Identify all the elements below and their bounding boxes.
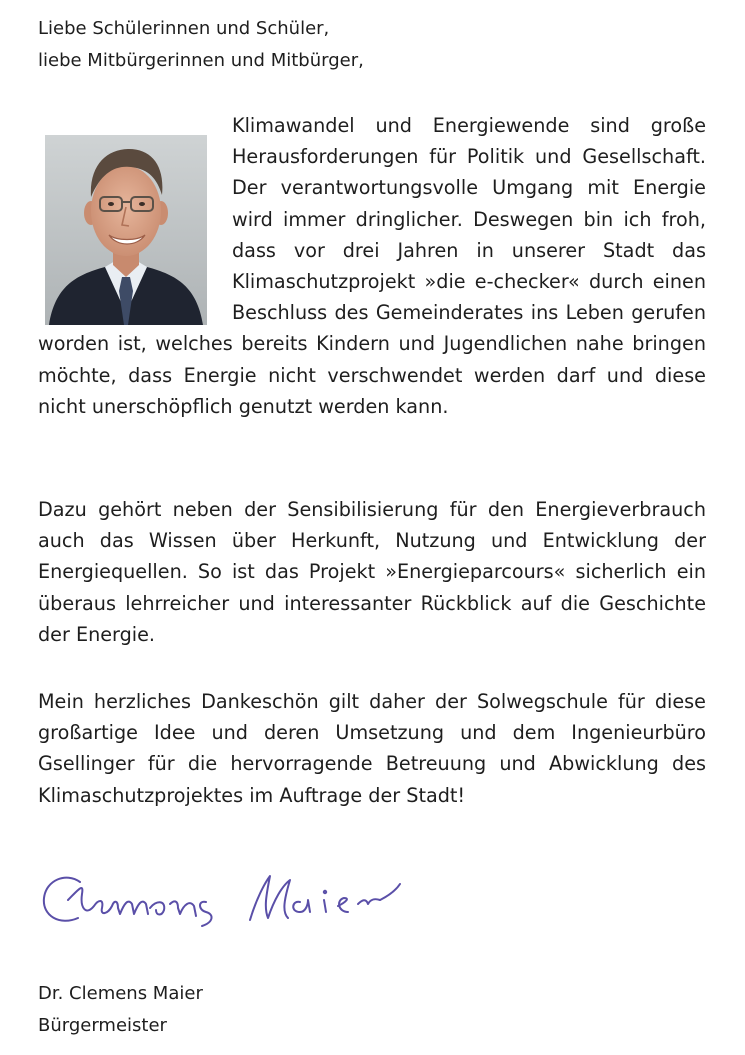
paragraph-3: Mein herzliches Dankeschön gilt daher der Solwegschule für diese großartige Idee und deren Umsetzung und dem Ingenieurbüro Gsellinger für die hervorragende Betreuung und Abwicklung des Klimaschutzprojektes im Auftrage der Stadt! — [38, 690, 706, 807]
salutation — [38, 13, 364, 77]
signer-title: Bürgermeister — [38, 1015, 167, 1036]
paragraph-1 — [38, 110, 706, 422]
paragraph-1-text: Klimawandel und Energiewende sind große Herausforderungen für Politik und Gesellschaft. Der verantwortungsvolle Umgang mit Energie wird immer dringlicher. Deswegen bin ich froh, dass vor drei Jahren in unserer Stadt das Klimaschutzprojekt »die e-checker« durch einen Beschluss des Gemeinderates ins Leben gerufen worden ist, welches bereits Kindern und Jugendlichen nahe bringen möchte, dass Energie nicht verschwendet werden darf und diese nicht unerschöpflich genutzt werden kann. — [38, 114, 706, 418]
photo-space — [38, 110, 232, 328]
signer-name: Dr. Clemens Maier — [38, 983, 203, 1004]
signature — [38, 860, 418, 950]
greeting-line-2: liebe Mitbürgerinnen und Mitbürger, — [38, 50, 364, 71]
paragraph-2: Dazu gehört neben der Sensibilisierung für den Energieverbrauch auch das Wissen über Herkunft, Nutzung und Entwicklung der Energiequellen. So ist das Projekt »Energieparcours« sicherlich ein überaus lehrreicher und interessanter Rückblick auf die Geschichte der Energie. — [38, 498, 706, 646]
greeting-line-1: Liebe Schülerinnen und Schüler, — [38, 18, 330, 39]
handwritten-signature-icon — [38, 860, 418, 950]
closing — [38, 978, 203, 1042]
